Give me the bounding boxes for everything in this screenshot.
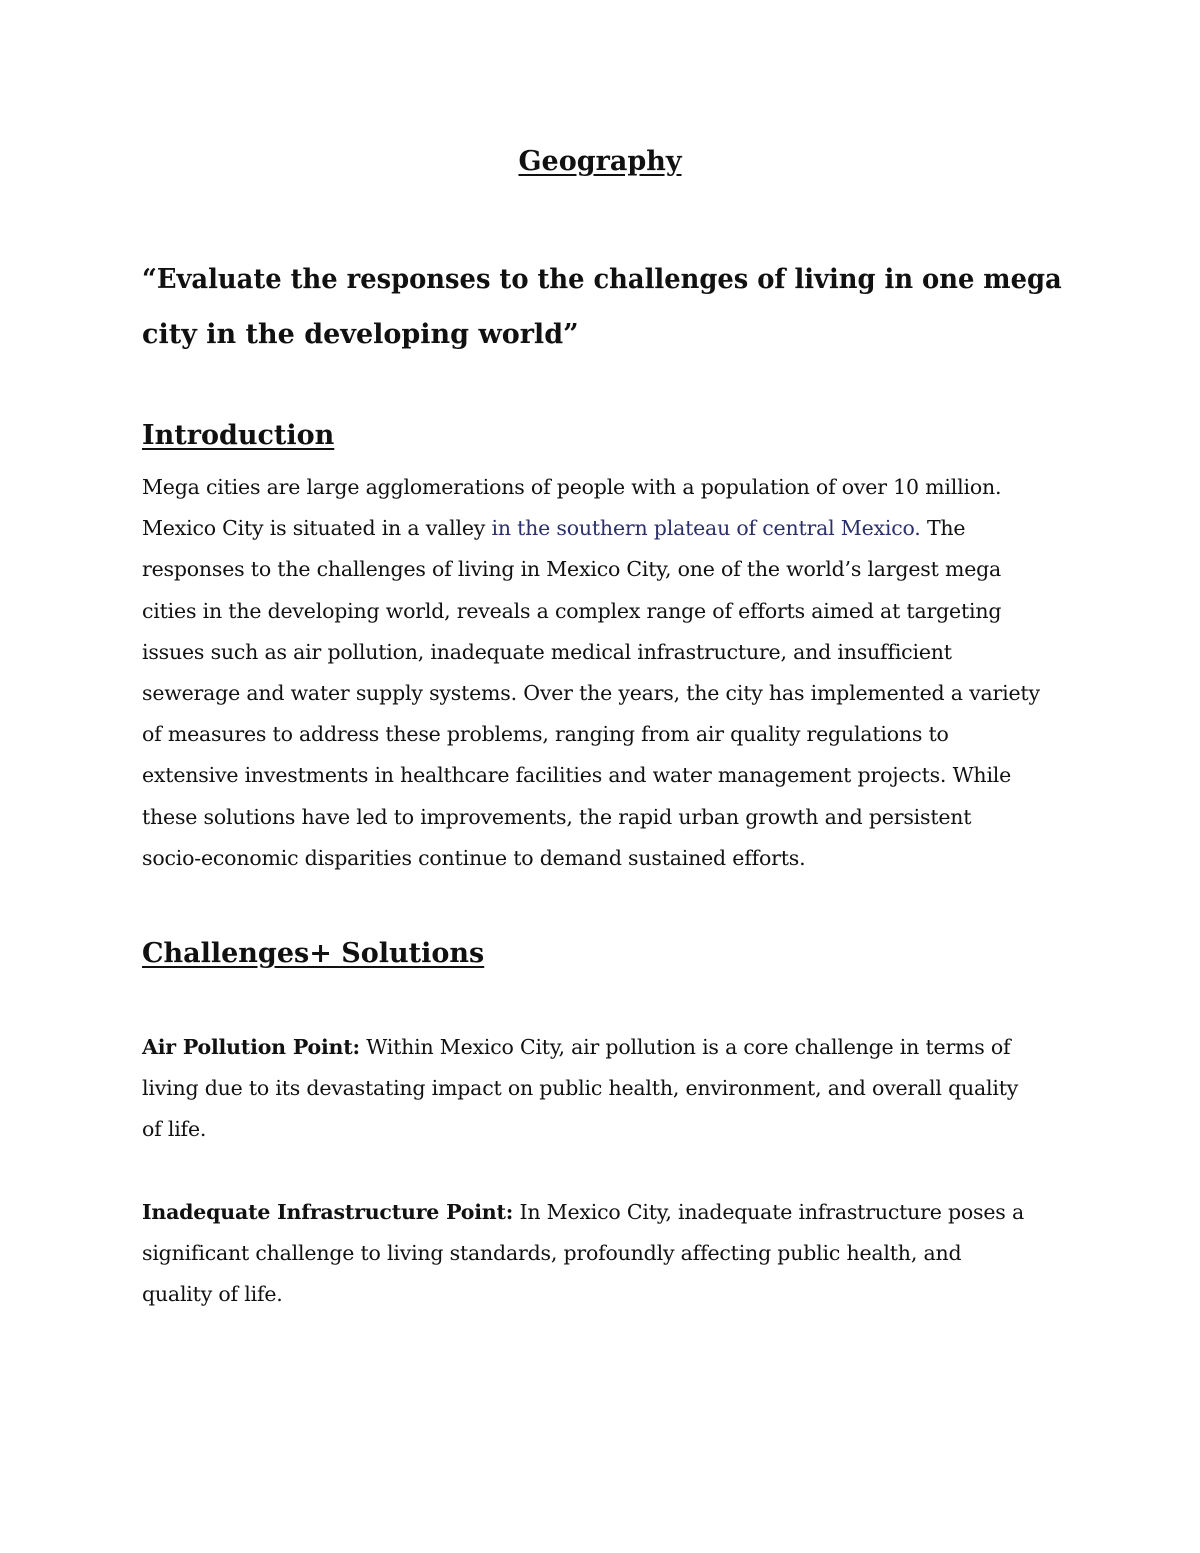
paragraph-line	[142, 1192, 1062, 1233]
paragraph-line: extensive investments in healthcare facilities and water management projects. While	[142, 763, 1012, 788]
paragraph-line: of measures to address these problems, ranging from air quality regulations to	[142, 722, 949, 747]
paragraph-line: sewerage and water supply systems. Over the years, the city has implemented a variety	[142, 681, 1040, 706]
essay-question	[142, 252, 1062, 362]
paragraph-line: significant challenge to living standards, profoundly affecting public health, and	[142, 1241, 962, 1266]
paragraph-line	[142, 1027, 1062, 1068]
paragraph-line: these solutions have led to improvements, the rapid urban growth and persistent	[142, 804, 972, 829]
paragraph-line: quality of life.	[142, 1282, 283, 1307]
introduction-paragraph	[142, 467, 1062, 879]
air-pollution-paragraph	[142, 1027, 1062, 1151]
highlighted-text: in the southern plateau of central Mexico.	[491, 516, 921, 541]
text-run: Within Mexico City, air pollution is a core challenge in terms of	[359, 1035, 1011, 1059]
text-run: Mexico City is situated in a valley	[142, 516, 492, 541]
air-pollution-label: Air Pollution Point:	[142, 1035, 360, 1059]
challenges-solutions-heading: Challenges+ Solutions	[142, 938, 485, 969]
paragraph-line: living due to its devastating impact on public health, environment, and overall quality	[142, 1076, 1019, 1101]
paragraph-line: of life.	[142, 1117, 207, 1142]
essay-question-line: “Evaluate the responses to the challenges of living in one mega	[142, 264, 1062, 295]
paragraph-line: cities in the developing world, reveals a complex range of efforts aimed at targeting	[142, 598, 1002, 623]
paragraph-line: issues such as air pollution, inadequate medical infrastructure, and insufficient	[142, 639, 952, 664]
text-run: The	[920, 516, 966, 541]
paragraph-line: Mega cities are large agglomerations of people with a population of over 10 million.	[142, 475, 1002, 499]
introduction-heading: Introduction	[142, 420, 335, 451]
document-title: Geography	[518, 146, 682, 177]
text-run: In Mexico City, inadequate infrastructure poses a	[513, 1200, 1024, 1224]
paragraph-line: responses to the challenges of living in Mexico City, one of the world’s largest mega	[142, 557, 1002, 582]
essay-question-line: city in the developing world”	[142, 319, 579, 350]
infrastructure-label: Inadequate Infrastructure Point:	[142, 1200, 514, 1224]
paragraph-line	[142, 508, 1062, 549]
paragraph-line: socio-economic disparities continue to demand sustained efforts.	[142, 845, 806, 870]
infrastructure-paragraph	[142, 1192, 1062, 1316]
